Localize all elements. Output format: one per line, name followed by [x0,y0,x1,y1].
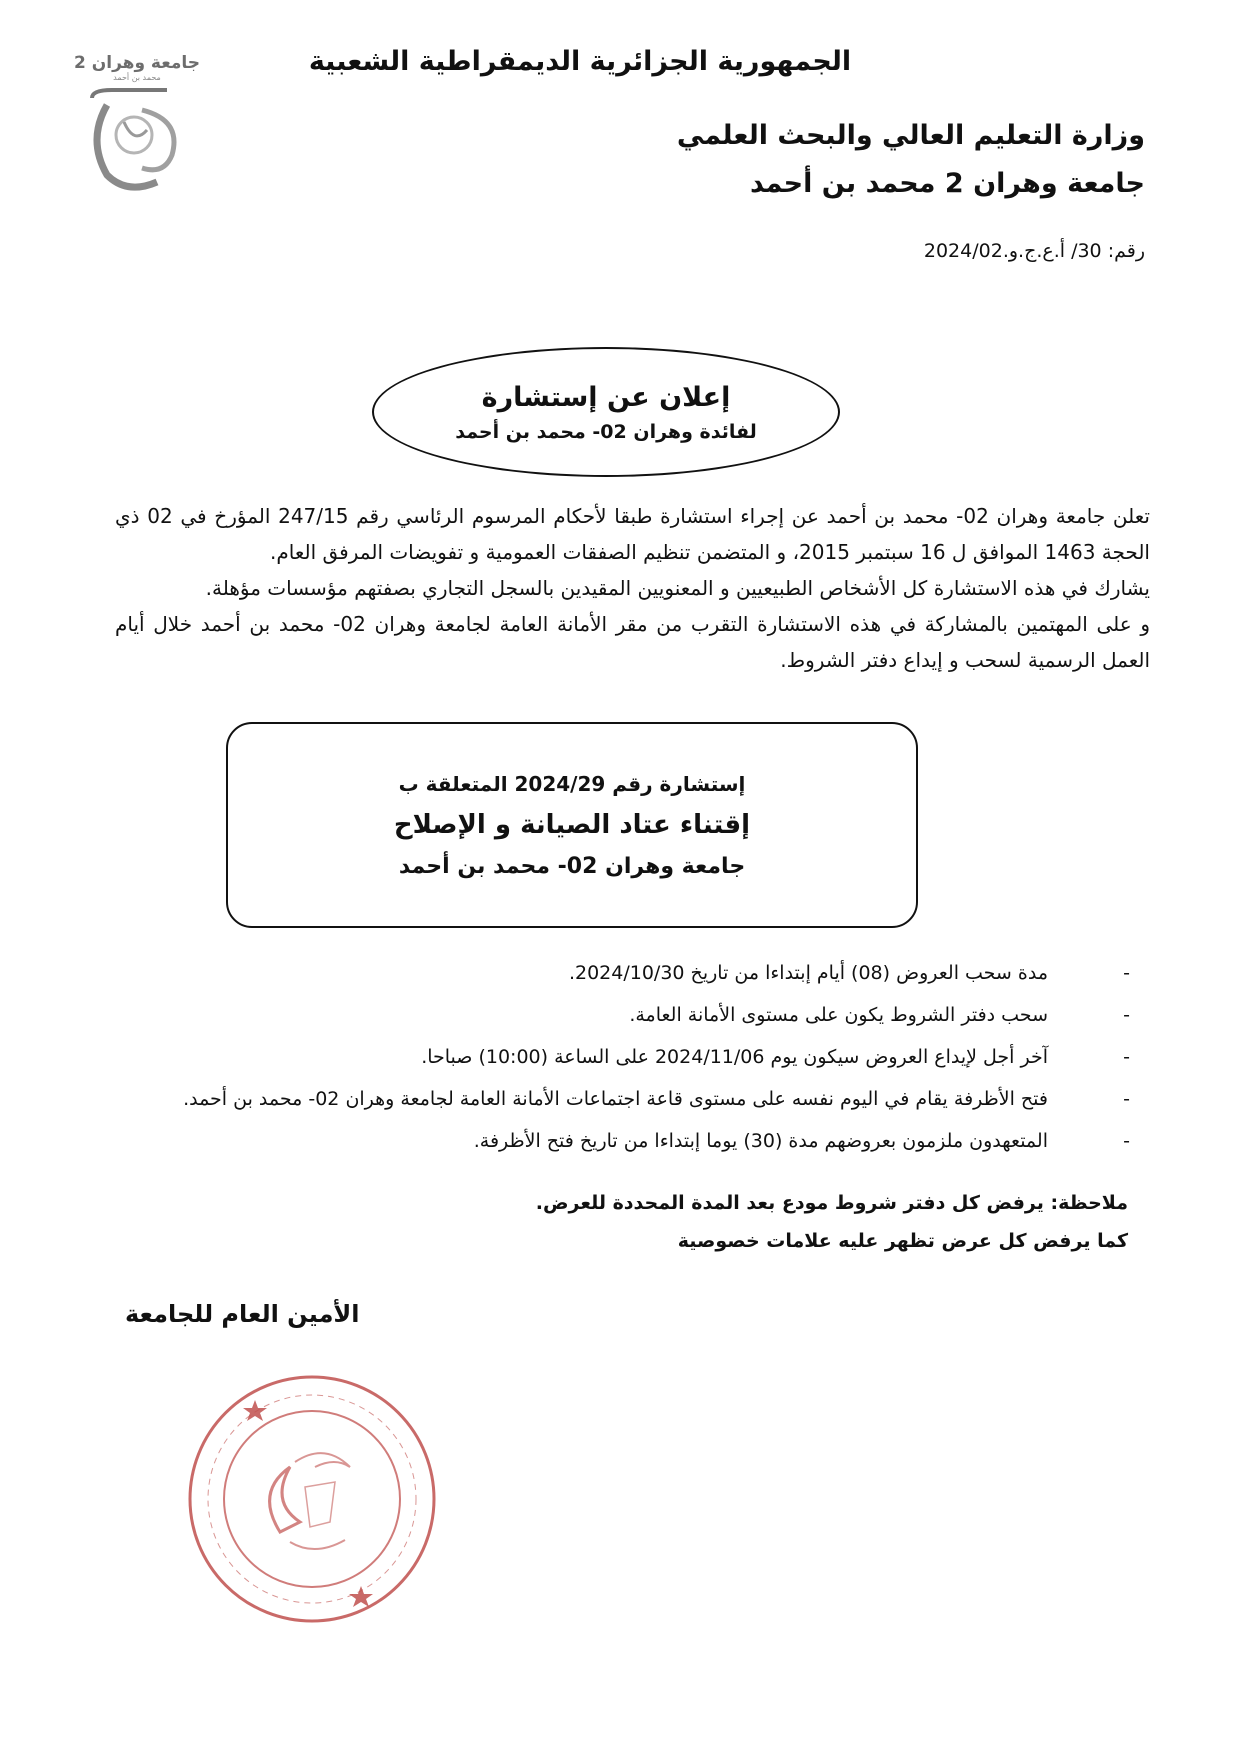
note-section [536,1184,1128,1260]
body-paragraph-instructions: و على المهتمين بالمشاركة في هذه الاستشارة التقرب من مقر الأمانة العامة لجامعة وهران 02- محمد بن أحمد خلال أيام العمل الرسمية لسحب و إيداع دفتر الشروط. [115,612,1151,672]
list-item: - مدة سحب العروض (08) أيام إبتداءا من تاريخ 2024/10/30. [140,952,1140,994]
list-item: - فتح الأظرفة يقام في اليوم نفسه على مستوى قاعة اجتماعات الأمانة العامة لجامعة وهران 02- محمد بن أحمد. [140,1078,1140,1120]
signer-title: الأمين العام للجامعة [125,1300,360,1328]
consultation-number: إستشارة رقم 2024/29 المتعلقة ب [398,771,746,796]
republic-heading: الجمهورية الجزائرية الديمقراطية الشعبية [308,46,852,77]
consultation-subject: إقتناء عتاد الصيانة و الإصلاح [393,809,751,840]
announcement-title: إعلان عن إستشارة [481,381,731,413]
official-stamp [185,1372,440,1627]
logo-subtext: محمد بن أحمد [113,73,161,82]
conditions-list [140,952,1140,1162]
university-logo [72,50,202,200]
list-item: - سحب دفتر الشروط يكون على مستوى الأمانة العامة. [140,994,1140,1036]
list-item: - المتعهدون ملزمون بعروضهم مدة (30) يوما إبتداءا من تاريخ فتح الأظرفة. [140,1120,1140,1162]
note-line-marks: كما يرفض كل عرض تظهر عليه علامات خصوصية [677,1230,1128,1252]
note-line-late: ملاحظة: يرفض كل دفتر شروط مودع بعد المدة المحددة للعرض. [535,1192,1128,1214]
logo-text: جامعة وهران 2 [73,53,201,73]
body-text [115,498,1150,678]
announcement-subtitle: لفائدة وهران 02- محمد بن أحمد [455,420,757,443]
consultation-box [226,722,918,928]
logo-graphic [72,50,202,200]
consultation-institution: جامعة وهران 02- محمد بن أحمد [398,853,746,879]
list-item: - آخر أجل لإيداع العروض سيكون يوم 2024/11/06 على الساعة (10:00) صباحا. [140,1036,1140,1078]
ministry-name: وزارة التعليم العالي والبحث العلمي [676,120,1145,151]
stamp-graphic [185,1372,440,1627]
body-paragraph-legal: تعلن جامعة وهران 02- محمد بن أحمد عن إجراء استشارة طبقا لأحكام المرسوم الرئاسي رقم 247/15 المؤرخ في 02 ذي الحجة 1463 الموافق ل 16 سبتمبر 2015، و المتضمن تنظيم الصفقات العمومية و تفويضات المرفق العام. [115,504,1150,564]
reference-number: رقم: 30/ أ.ع.ج.و.2024/02 [923,240,1145,262]
university-name: جامعة وهران 2 محمد بن أحمد [749,168,1145,199]
body-paragraph-participants: يشارك في هذه الاستشارة كل الأشخاص الطبيعيين و المعنويين المقيدين بالسجل التجاري بصفتهم مؤسسات مؤهلة. [205,576,1150,600]
announcement-ellipse [372,347,840,477]
